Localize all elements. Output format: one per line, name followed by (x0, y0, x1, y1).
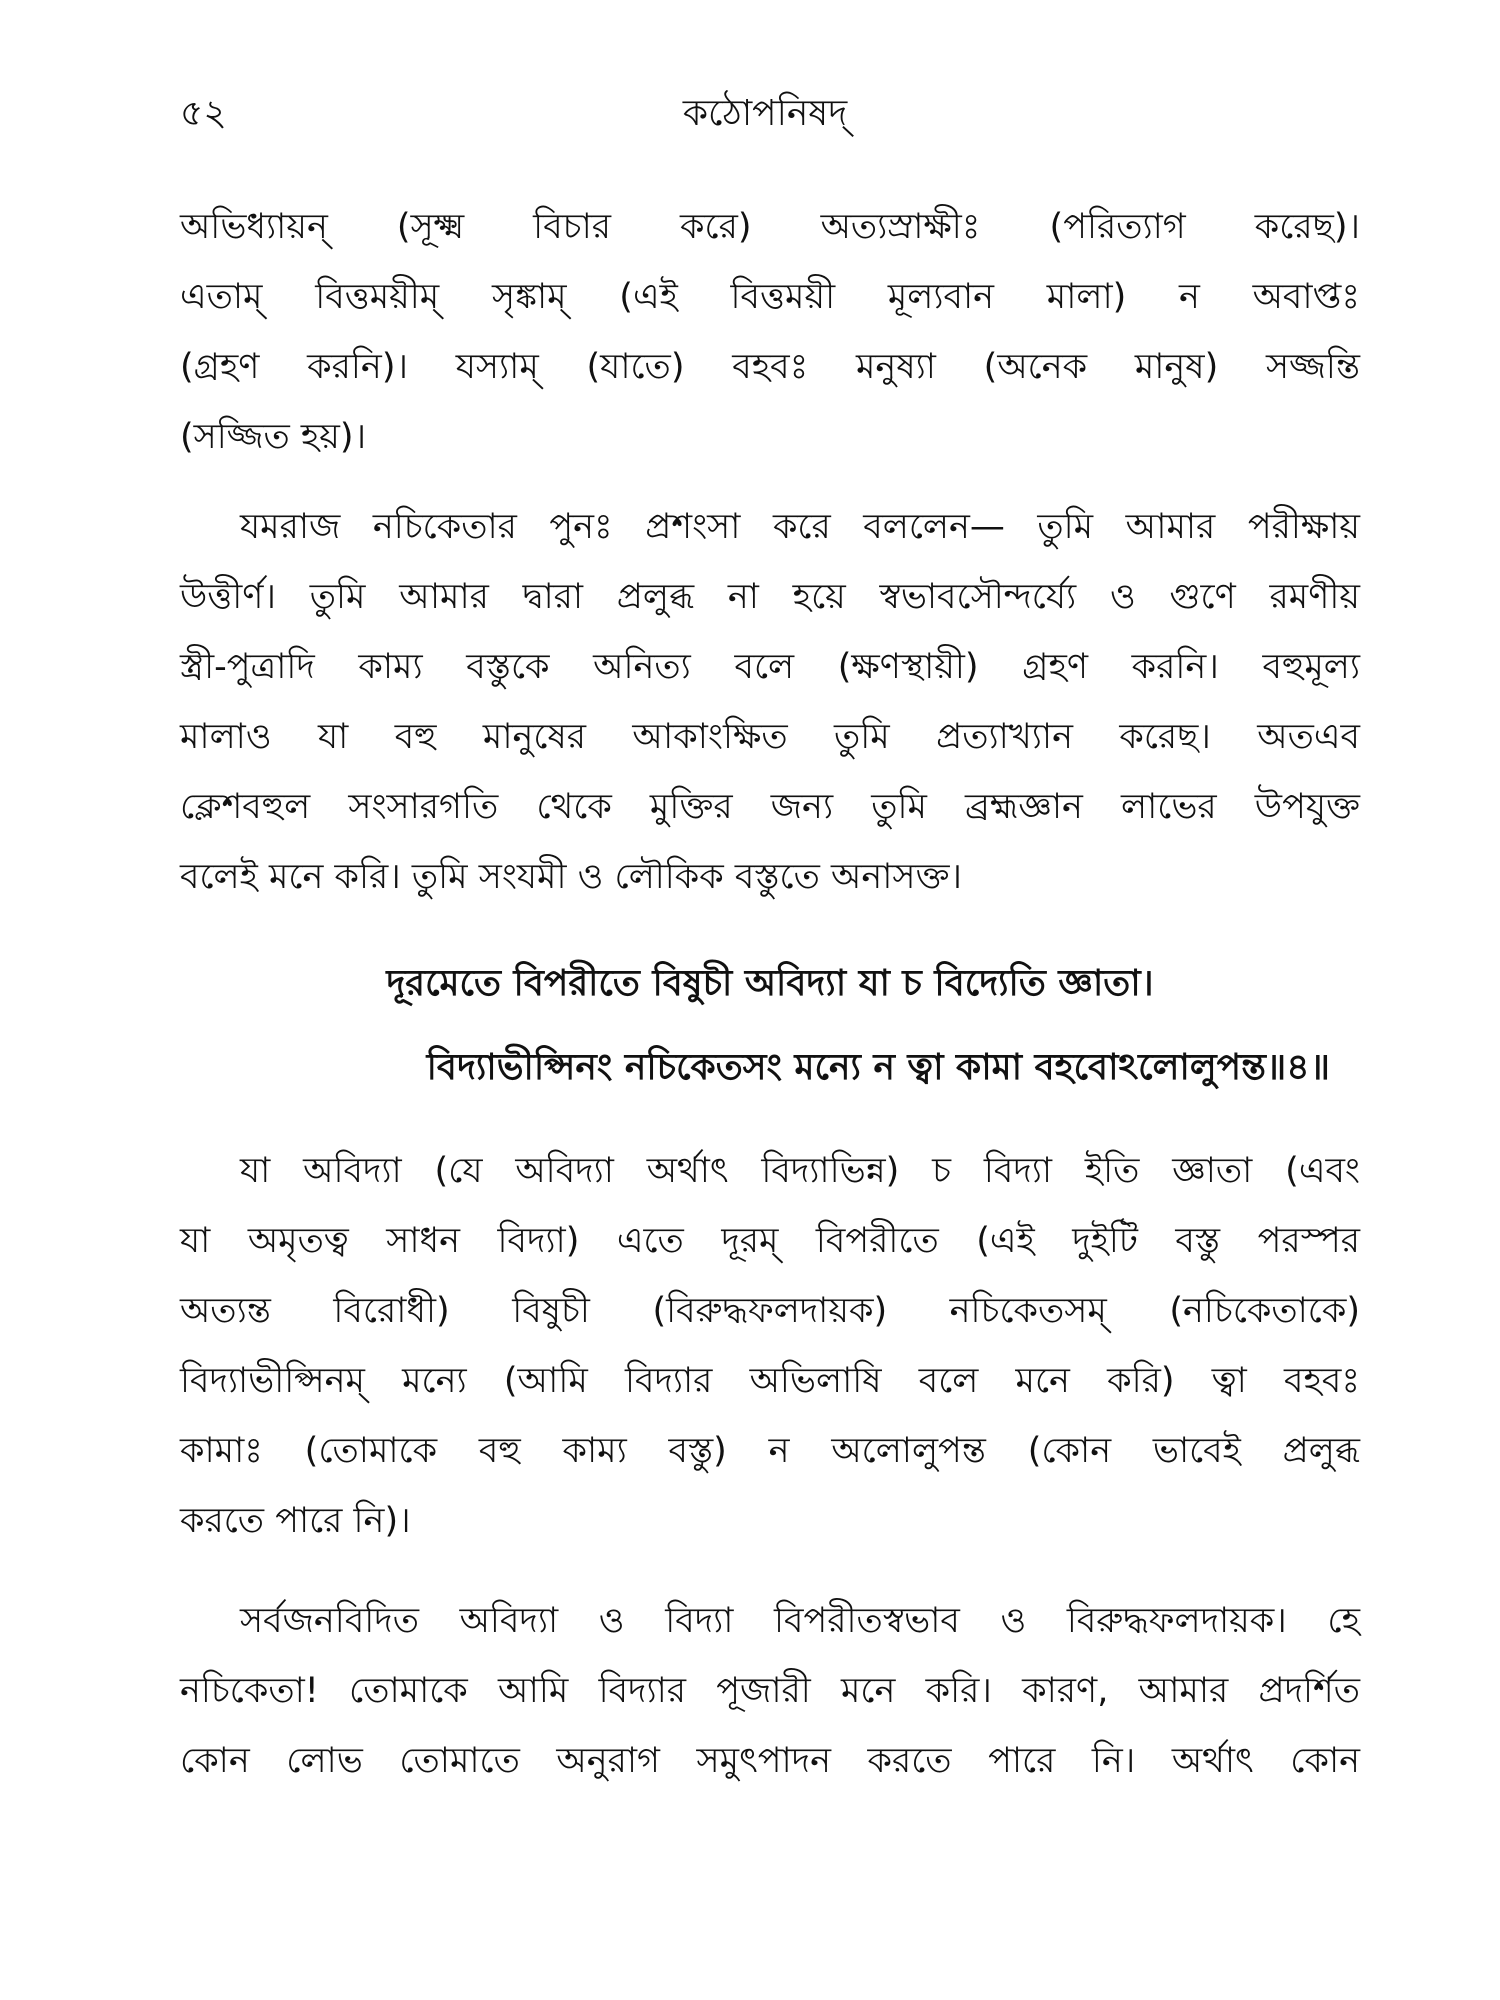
text-line: যমরাজ নচিকেতার পুনঃ প্রশংসা করে বললেন— তুমি আমার পরীক্ষায় (240, 507, 1360, 547)
text-line: সর্বজনবিদিত অবিদ্যা ও বিদ্যা বিপরীতস্বভাব ও বিরুদ্ধফলদায়ক। হে (240, 1601, 1360, 1641)
text-line: করতে পারে নি)। (180, 1501, 411, 1541)
sanskrit-verse (180, 942, 1360, 1110)
text-line: অত্যন্ত বিরোধী) বিষুচী (বিরুদ্ধফলদায়ক) নচিকেতসম্ (নচিকেতাকে) (180, 1291, 1360, 1331)
text-line: এতাম্ বিত্তময়ীম্ সৃঙ্কাম্ (এই বিত্তময়ী মূল্যবান মালা) ন অবাপ্তঃ (180, 277, 1360, 317)
text-line: মালাও যা বহু মানুষের আকাংক্ষিত তুমি প্রত্যাখ্যান করেছ। অতএব (180, 717, 1360, 757)
running-title: কঠোপনিষদ্ (682, 93, 848, 134)
text-line: কোন লোভ তোমাতে অনুরাগ সমুৎপাদন করতে পারে নি। অর্থাৎ কোন (180, 1741, 1360, 1781)
text-line: বিদ্যাভীপ্সিনম্ মন্যে (আমি বিদ্যার অভিলাষি বলে মনে করি) ত্বা বহবঃ (180, 1361, 1360, 1401)
text-line: উত্তীর্ণ। তুমি আমার দ্বারা প্রলুব্ধ না হয়ে স্বভাবসৌন্দর্য্যে ও গুণে রমণীয় (180, 577, 1360, 617)
verse-line-2: বিদ্যাভীপ্সিনং নচিকেতসং মন্যে ন ত্বা কামা বহবোঽলোলুপন্ত॥৪॥ (426, 1047, 1330, 1088)
text-line: যা অবিদ্যা (যে অবিদ্যা অর্থাৎ বিদ্যাভিন্ন) চ বিদ্যা ইতি জ্ঞাতা (এবং (240, 1151, 1360, 1191)
verse-line-1: দূরমেতে বিপরীতে বিষুচী অবিদ্যা যা চ বিদ্যেতি জ্ঞাতা। (386, 963, 1154, 1004)
text-line: কামাঃ (তোমাকে বহু কাম্য বস্তু) ন অলোলুপন্ত (কোন ভাবেই প্রলুব্ধ (180, 1431, 1360, 1471)
text-line: নচিকেতা! তোমাকে আমি বিদ্যার পূজারী মনে করি। কারণ, আমার প্রদর্শিত (180, 1671, 1360, 1711)
text-line: স্ত্রী-পুত্রাদি কাম্য বস্তুকে অনিত্য বলে (ক্ষণস্থায়ী) গ্রহণ করনি। বহুমূল্য (180, 647, 1360, 687)
paragraph-commentary-1 (180, 492, 1360, 912)
paragraph-word-meaning-1 (180, 192, 1360, 472)
text-line: (সজ্জিত হয়)। (180, 417, 367, 457)
page-header (180, 84, 1350, 144)
text-line: যা অমৃতত্ব সাধন বিদ্যা) এতে দূরম্ বিপরীতে (এই দুইটি বস্তু পরস্পর (180, 1221, 1360, 1261)
text-line: ক্লেশবহুল সংসারগতি থেকে মুক্তির জন্য তুমি ব্রহ্মজ্ঞান লাভের উপযুক্ত (180, 787, 1360, 827)
paragraph-word-meaning-2 (180, 1136, 1360, 1556)
text-line: বলেই মনে করি। তুমি সংযমী ও লৌকিক বস্তুতে অনাসক্ত। (180, 857, 962, 897)
page-number: ৫২ (180, 93, 227, 134)
text-line: অভিধ্যায়ন্ (সূক্ষ্ম বিচার করে) অত্যস্রাক্ষীঃ (পরিত্যাগ করেছ)। (180, 207, 1360, 247)
paragraph-commentary-2 (180, 1586, 1360, 1796)
text-line: (গ্রহণ করনি)। যস্যাম্ (যাতে) বহবঃ মনুষ্যা (অনেক মানুষ) সজ্জন্তি (180, 347, 1360, 387)
body-text (180, 192, 1360, 1796)
